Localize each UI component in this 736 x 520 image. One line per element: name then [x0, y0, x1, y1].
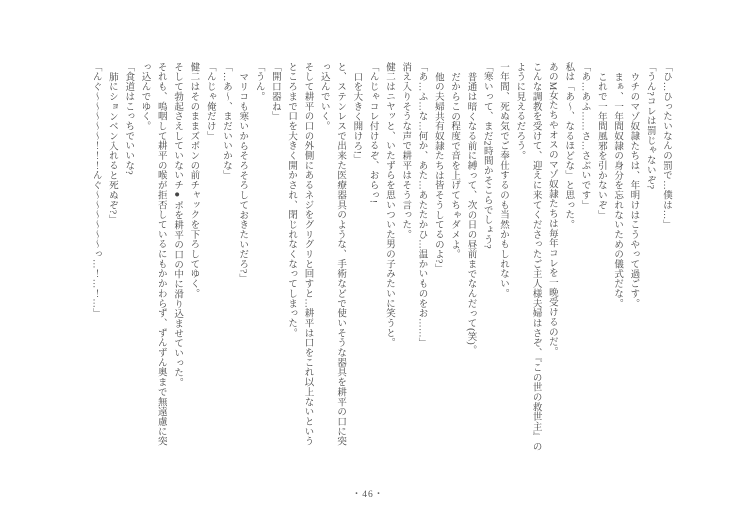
text-column: ように見えるだろう。 — [514, 62, 525, 161]
text-column: 「あ…ふ…な…何か、あた…あたたかひ…温かいものをお……」 — [416, 62, 427, 348]
text-column: それも、嗚咽して耕平の喉が拒否しているにもかかわらず、ずんずん奥まで無遠慮に突 — [155, 62, 166, 447]
text-column: 消え入りそうな声で耕平はそう言った。 — [400, 62, 411, 240]
text-column: 普通は暗くなる前に縛って、次の日の昼前までなんだって(笑)。 — [465, 71, 476, 355]
page-number: ・46・ — [351, 490, 385, 500]
text-column: っ込んでいく。 — [318, 62, 329, 131]
text-column: マリコも寒いからそろそろしておきたいだろ?」 — [237, 71, 248, 283]
text-column: 「食道はこっちでいいな? — [123, 62, 134, 175]
text-column: 「うん。 — [253, 62, 264, 102]
text-column: あのM女たちやオスのマゾ奴隷たちは毎年コレを一晩受けるのだ。 — [546, 62, 557, 357]
text-column: 「あ…あふ……さ…さぶいです」 — [579, 62, 590, 210]
text-column: そして勃起さえしていないチ●ポを耕平の口の中に滑り込ませていった。 — [172, 62, 183, 388]
text-column: これで一年間風邪を引かないぞ」 — [595, 71, 606, 220]
text-column: 「うん?コレは罰じゃないぞ? — [644, 62, 655, 190]
text-column: そして耕平の口の外側にあるネジをグリグリと回すと…耕平は口をこれ以上ないという — [302, 62, 313, 447]
text-column: っ込んでゆく。 — [139, 62, 150, 131]
text-column: 「…あ〜、まだいいかな」 — [220, 62, 231, 181]
text-column: 「開口器ね」 — [269, 62, 280, 122]
text-column: 他の夫婦共有奴隷たちは皆そうしてるのよ?」 — [432, 71, 443, 274]
text-column: 口を大きく開けろ!」 — [351, 71, 362, 164]
text-column: 「んじゃ俺だけ」 — [204, 62, 215, 141]
text-column: ウチのマゾ奴隷たちは、年明けはこうやって過ごす。 — [628, 71, 639, 308]
text-column: まぁ、一年間奴隷の身分を忘れないための儀式だな。 — [612, 71, 623, 308]
text-column: こんな調教を受けて、迎えに来てくださったご主人様夫婦はさぞ、『この世の救世主』の — [530, 62, 541, 452]
text-column: 「んじゃコレ付けるぞ、おらっ! — [367, 62, 378, 204]
text-column: 私は「あ〜、なるほどな」と思った。 — [563, 62, 574, 230]
text-column: 「寒いって、まだ2時間かそこらでしょう? — [481, 62, 492, 249]
text-column: と、ステンレスで出来た医療器具のような、手術などで使いそうな器具を耕平の口に突 — [335, 62, 346, 447]
text-column: 一年間、死ぬ気でご奉仕するのも当然かもしれない。 — [498, 62, 509, 299]
text-column: 「んぐ〜〜〜〜〜！！！んぐ〜〜〜〜〜〜っ…！…！…」 — [90, 62, 101, 319]
text-column: ところまで口を大きく開かされ、閉じれなくなってしまった。 — [286, 62, 297, 338]
text-column: 健二はニヤッと、いたずらを思いついた男の子みたいに笑うと。 — [383, 62, 394, 348]
text-column: だからこの程度で音を上げてちゃダメよ。 — [449, 71, 460, 259]
text-column: 肺にションベン入れると死ぬぞ?」 — [106, 71, 117, 224]
text-column: 健二はそのままズボンの前チャックを下ろしてゆく。 — [188, 62, 199, 299]
text-column: 「ひ…ひったいなんの罰で…僕は…」 — [661, 62, 671, 230]
text-block — [87, 62, 674, 462]
